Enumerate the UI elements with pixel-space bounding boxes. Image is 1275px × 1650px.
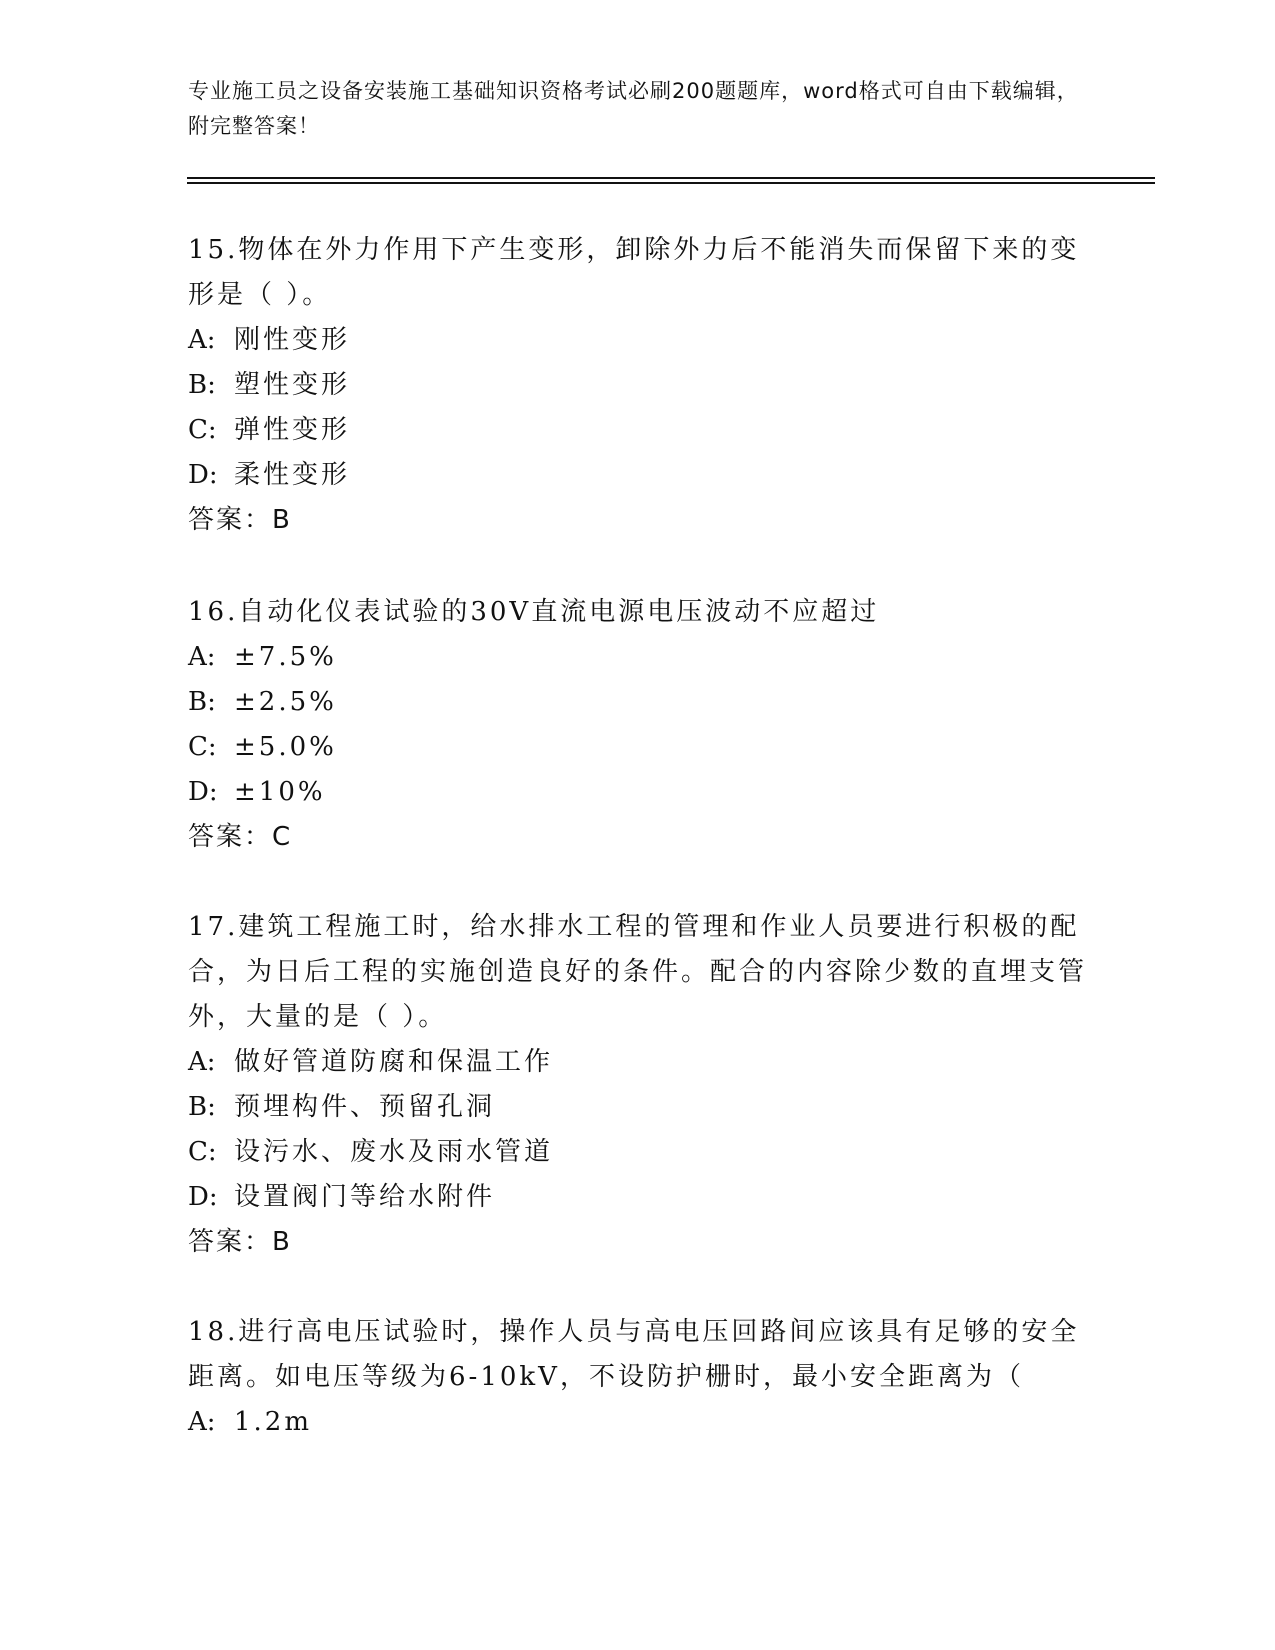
option-text: 做好管道防腐和保温工作	[234, 1047, 554, 1077]
option-letter: A:	[188, 1047, 216, 1077]
header-divider-top	[187, 177, 1155, 179]
option-d	[188, 770, 1088, 815]
option-b	[188, 1085, 1088, 1130]
option-letter: C:	[188, 1137, 217, 1167]
header-title: 专业施工员之设备安装施工基础知识资格考试必刷200题题库，word格式可自由下载编辑，附完整答案！	[188, 79, 1079, 138]
option-text: ±10%	[234, 777, 326, 807]
option-text: 刚性变形	[234, 325, 351, 355]
option-text: 弹性变形	[234, 415, 351, 445]
option-c	[188, 408, 1088, 453]
option-a	[188, 1400, 1088, 1445]
option-text: ±7.5%	[234, 642, 337, 672]
option-letter: A:	[188, 642, 216, 672]
option-d	[188, 1175, 1088, 1220]
document-header	[188, 74, 1088, 144]
option-text: 设污水、废水及雨水管道	[234, 1137, 554, 1167]
option-b	[188, 680, 1088, 725]
option-letter: B:	[188, 687, 216, 717]
question-18	[188, 1310, 1088, 1445]
option-letter: D:	[188, 777, 218, 807]
option-a	[188, 635, 1088, 680]
question-stem: 16.自动化仪表试验的30V直流电源电压波动不应超过	[188, 597, 880, 627]
option-letter: A:	[188, 1407, 216, 1437]
option-letter: B:	[188, 370, 216, 400]
question-17	[188, 905, 1088, 1265]
option-text: ±2.5%	[234, 687, 337, 717]
option-c	[188, 1130, 1088, 1175]
option-letter: C:	[188, 732, 217, 762]
option-text: 设置阀门等给水附件	[234, 1182, 496, 1212]
answer-line: 答案：C	[188, 822, 293, 852]
answer-line: 答案：B	[188, 505, 292, 535]
option-c	[188, 725, 1088, 770]
question-15	[188, 228, 1088, 543]
option-letter: A:	[188, 325, 216, 355]
option-text: 1.2m	[234, 1407, 313, 1437]
option-a	[188, 1040, 1088, 1085]
option-d	[188, 453, 1088, 498]
question-16	[188, 590, 1088, 860]
question-stem: 17.建筑工程施工时，给水排水工程的管理和作业人员要进行积极的配合，为日后工程的实施创造良好的条件。配合的内容除少数的直埋支管外，大量的是（ ）。	[188, 912, 1088, 1032]
option-a	[188, 318, 1088, 363]
option-letter: B:	[188, 1092, 216, 1122]
option-b	[188, 363, 1088, 408]
option-text: ±5.0%	[234, 732, 337, 762]
option-letter: C:	[188, 415, 217, 445]
option-letter: D:	[188, 1182, 218, 1212]
option-text: 柔性变形	[234, 460, 351, 490]
option-letter: D:	[188, 460, 218, 490]
option-text: 塑性变形	[234, 370, 351, 400]
option-text: 预埋构件、预留孔洞	[234, 1092, 496, 1122]
answer-line: 答案：B	[188, 1227, 292, 1257]
question-stem: 18.进行高电压试验时，操作人员与高电压回路间应该具有足够的安全距离。如电压等级为6-10kV，不设防护栅时，最小安全距离为（	[188, 1317, 1080, 1392]
header-divider-bottom	[187, 182, 1155, 184]
question-stem: 15.物体在外力作用下产生变形，卸除外力后不能消失而保留下来的变形是（ ）。	[188, 235, 1080, 310]
